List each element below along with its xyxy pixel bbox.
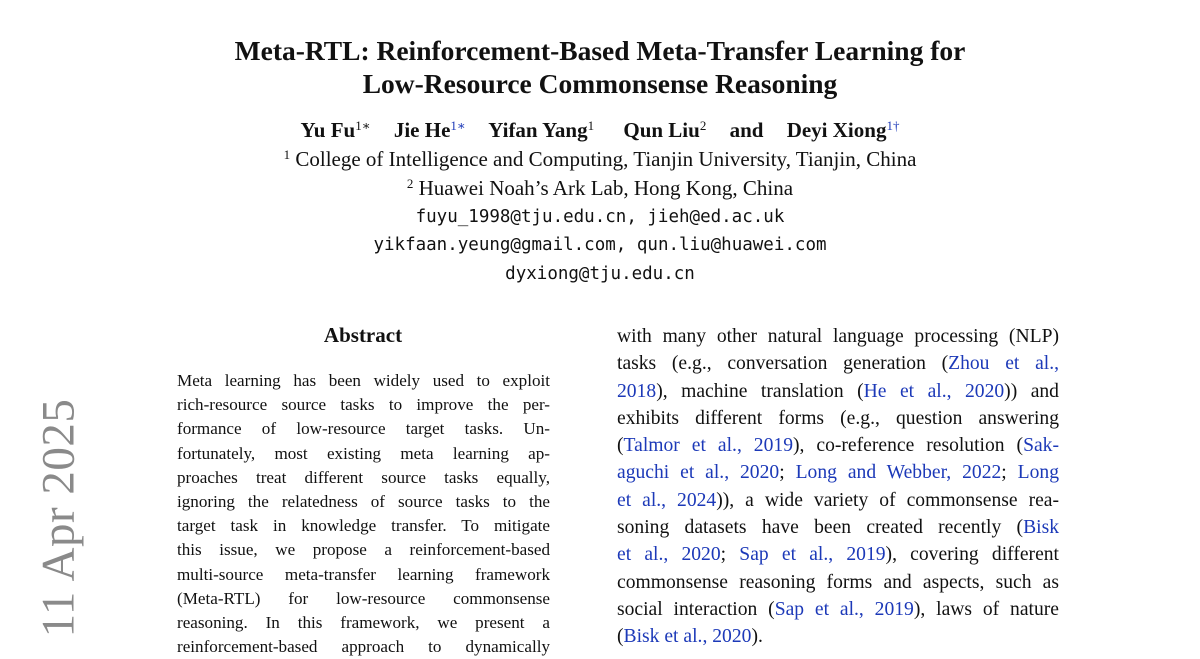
abstract-line: multi-source meta-transfer learning framework [177, 564, 550, 584]
author-connector: and [729, 118, 764, 142]
intro-text: tasks (e.g., conversation generation ( [617, 353, 949, 375]
citation-link[interactable]: Bisk et al., 2020 [623, 626, 752, 648]
citation-link[interactable]: Zhou et al., [948, 353, 1060, 375]
abstract-line: reasoning. In this framework, we present a [177, 613, 550, 633]
author-name: Jie He [393, 118, 451, 142]
abstract-line: rich-resource source tasks to improve the per- [177, 395, 550, 415]
abstract-heading: Abstract [323, 323, 403, 347]
abstract-line: this issue, we propose a reinforcement-based [177, 540, 550, 560]
intro-text: ), co-reference resolution ( [793, 435, 1024, 457]
intro-line [617, 541, 1059, 568]
citation-link[interactable]: et al., 2020 [617, 544, 721, 566]
intro-text: soning datasets have been created recently ( [617, 517, 1024, 539]
introduction-body [617, 323, 1059, 651]
intro-text: ), machine translation ( [656, 380, 864, 402]
author-sup: 1∗ [450, 118, 466, 133]
abstract-line: fortunately, most existing meta learning ap- [177, 443, 550, 463]
author-sup: 1∗ [355, 118, 371, 133]
email-line: fuyu_1998@tju.edu.cn, jieh@ed.ac.uk [415, 207, 785, 227]
paper-title [0, 34, 1200, 100]
abstract-line: ignoring the relatedness of source tasks to the [177, 492, 550, 512]
intro-text: ), laws of nature [913, 598, 1059, 620]
author-sup: 1† [886, 118, 900, 133]
abstract-body [177, 369, 550, 659]
affiliation-text: College of Intelligence and Computing, Tianjin University, Tianjin, China [295, 147, 917, 171]
affiliation-sup: 2 [406, 176, 414, 191]
citation-link[interactable]: Sap et al., 2019 [739, 544, 886, 566]
author-name: Yu Fu [300, 118, 356, 142]
intro-text: commonsense reasoning forms and aspects, such as [617, 571, 1059, 593]
intro-text: social interaction ( [617, 598, 775, 620]
intro-text: ( [617, 626, 624, 648]
intro-line [617, 596, 1059, 623]
title-line: Low-Resource Commonsense Reasoning [362, 68, 838, 99]
intro-line [617, 323, 1059, 350]
abstract-line: reinforcement-based approach to dynamically [177, 637, 550, 657]
author-sup: 2 [699, 118, 707, 133]
citation-link[interactable]: 2018 [617, 380, 657, 402]
intro-line [617, 378, 1059, 405]
intro-line [617, 569, 1059, 596]
intro-text: ). [751, 626, 763, 648]
arxiv-date-text: 11 Apr 2025 [32, 398, 85, 637]
intro-line [617, 459, 1059, 486]
intro-text: ), covering different [885, 544, 1060, 566]
citation-link[interactable]: Sak- [1023, 435, 1059, 457]
author-sup: 1 [587, 118, 595, 133]
author-list [0, 117, 1200, 143]
affiliation-text: Huawei Noah’s Ark Lab, Hong Kong, China [418, 176, 794, 200]
citation-link[interactable]: Long [1017, 462, 1060, 484]
intro-text: exhibits different forms (e.g., question answering [617, 407, 1059, 429]
abstract-line: (Meta-RTL) for low-resource commonsense [177, 588, 550, 608]
intro-text: with many other natural language processing (NLP) [617, 326, 1059, 347]
citation-link[interactable]: et al., 2024 [617, 489, 717, 511]
title-line: Meta-RTL: Reinforcement-Based Meta-Transfer Learning for [234, 35, 966, 66]
citation-link[interactable]: Sap et al., 2019 [774, 598, 914, 620]
abstract-line: target task in knowledge transfer. To mitigate [177, 516, 550, 536]
author-name: Qun Liu [623, 118, 700, 142]
email-line: yikfaan.yeung@gmail.com, qun.liu@huawei.com [373, 235, 827, 255]
affiliation [0, 175, 1200, 201]
affiliation-sup: 1 [283, 147, 291, 162]
intro-line [617, 623, 1059, 650]
intro-line [617, 514, 1059, 541]
intro-line [617, 487, 1059, 514]
email-line: dyxiong@tju.edu.cn [505, 264, 695, 284]
citation-link[interactable]: He et al., 2020 [863, 380, 1005, 402]
intro-text: ( [617, 435, 624, 457]
author-name: Yifan Yang [488, 118, 588, 142]
arxiv-date-stamp [28, 398, 88, 637]
intro-text: ; [720, 544, 740, 566]
abstract-line: formance of low-resource target tasks. Un- [177, 419, 550, 439]
intro-line [617, 405, 1059, 432]
intro-text: ; [1001, 462, 1018, 484]
intro-text: )) and [1004, 380, 1059, 402]
abstract-line: Meta learning has been widely used to exploit [177, 371, 550, 390]
citation-link[interactable]: Talmor et al., 2019 [623, 435, 793, 457]
intro-line [617, 432, 1059, 459]
intro-text: ; [779, 462, 796, 484]
citation-link[interactable]: Long and Webber, 2022 [795, 462, 1002, 484]
intro-line [617, 350, 1059, 377]
abstract-line: proaches treat different source tasks equally, [177, 467, 550, 487]
citation-link[interactable]: Bisk [1023, 517, 1059, 539]
affiliation [0, 146, 1200, 172]
intro-text: )), a wide variety of commonsense rea- [716, 489, 1060, 511]
author-name: Deyi Xiong [786, 118, 887, 142]
citation-link[interactable]: aguchi et al., 2020 [617, 462, 780, 484]
